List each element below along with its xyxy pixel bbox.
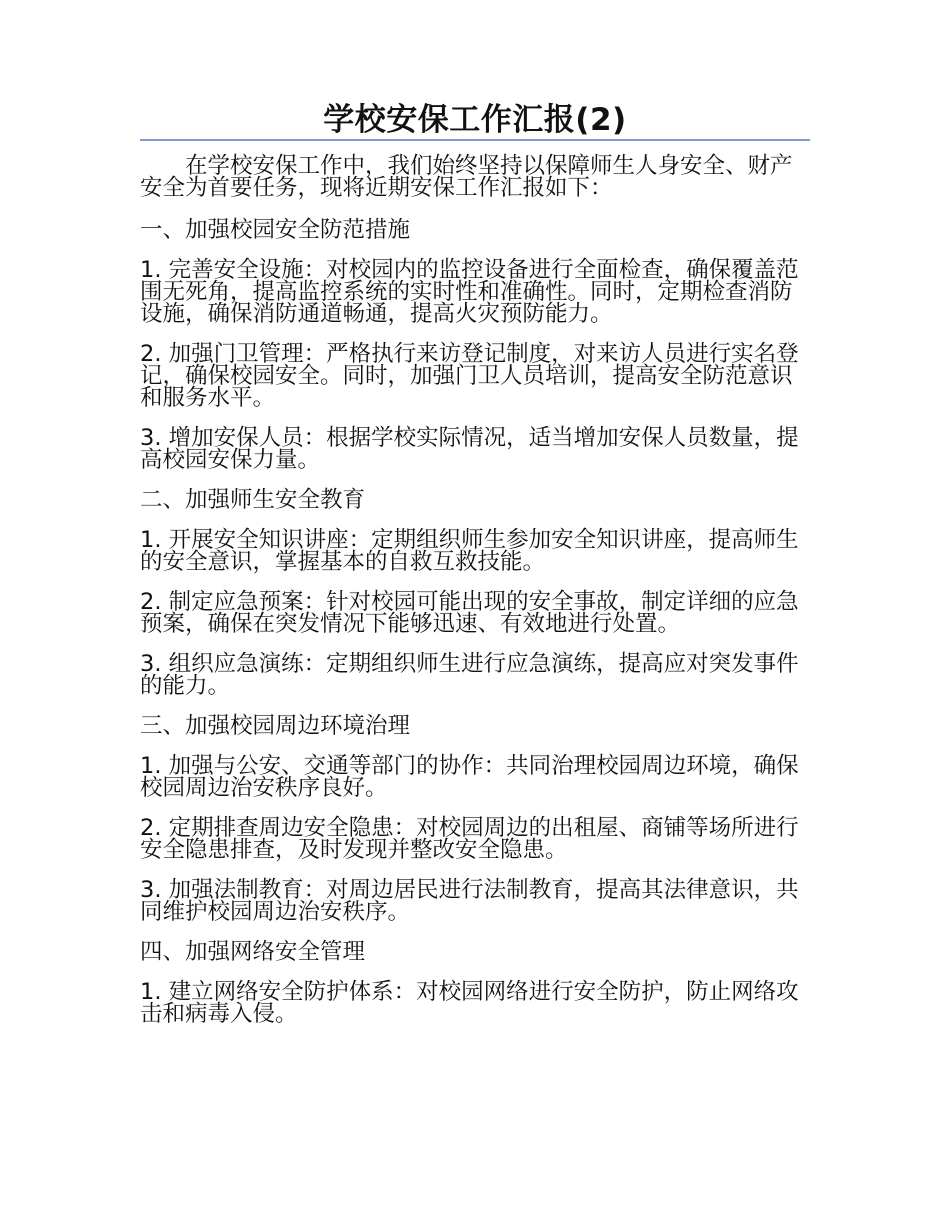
section-1-item-3: 3. 增加安保人员：根据学校实际情况，适当增加安保人员数量，提高校园安保力量。 [140,425,799,473]
section-heading-2: 二、加强师生安全教育 [140,487,366,513]
section-heading-1: 一、加强校园安全防范措施 [140,217,411,243]
section-1-item-1: 1. 完善安全设施：对校园内的监控设备进行全面检查，确保覆盖范围无死角，提高监控系统的实时性和准确性。同时，定期检查消防设施，确保消防通道畅通，提高火灾预防能力。 [140,257,799,327]
section-2-item-2: 2. 制定应急预案：针对校园可能出现的安全事故，制定详细的应急预案，确保在突发情况下能够迅速、有效地进行处置。 [140,589,799,637]
document-page [140,100,810,1043]
intro-paragraph: 在学校安保工作中，我们始终坚持以保障师生人身安全、财产安全为首要任务，现将近期安保工作汇报如下： [140,153,793,201]
section-1-item-2: 2. 加强门卫管理：严格执行来访登记制度，对来访人员进行实名登记，确保校园安全。同时，加强门卫人员培训，提高安全防范意识和服务水平。 [140,341,799,411]
section-2-item-1: 1. 开展安全知识讲座：定期组织师生参加安全知识讲座，提高师生的安全意识，掌握基本的自救互救技能。 [140,527,799,575]
section-3-item-3: 3. 加强法制教育：对周边居民进行法制教育，提高其法律意识，共同维护校园周边治安秩序。 [140,877,799,925]
section-heading-4: 四、加强网络安全管理 [140,939,366,965]
section-3-item-1: 1. 加强与公安、交通等部门的协作：共同治理校园周边环境，确保校园周边治安秩序良好。 [140,753,799,801]
section-4-item-1: 1. 建立网络安全防护体系：对校园网络进行安全防护，防止网络攻击和病毒入侵。 [140,979,799,1027]
section-heading-3: 三、加强校园周边环境治理 [140,713,411,739]
document-title: 学校安保工作汇报(2) [323,102,627,138]
section-2-item-3: 3. 组织应急演练：定期组织师生进行应急演练，提高应对突发事件的能力。 [140,651,799,699]
section-3-item-2: 2. 定期排查周边安全隐患：对校园周边的出租屋、商铺等场所进行安全隐患排查，及时发现并整改安全隐患。 [140,815,799,863]
